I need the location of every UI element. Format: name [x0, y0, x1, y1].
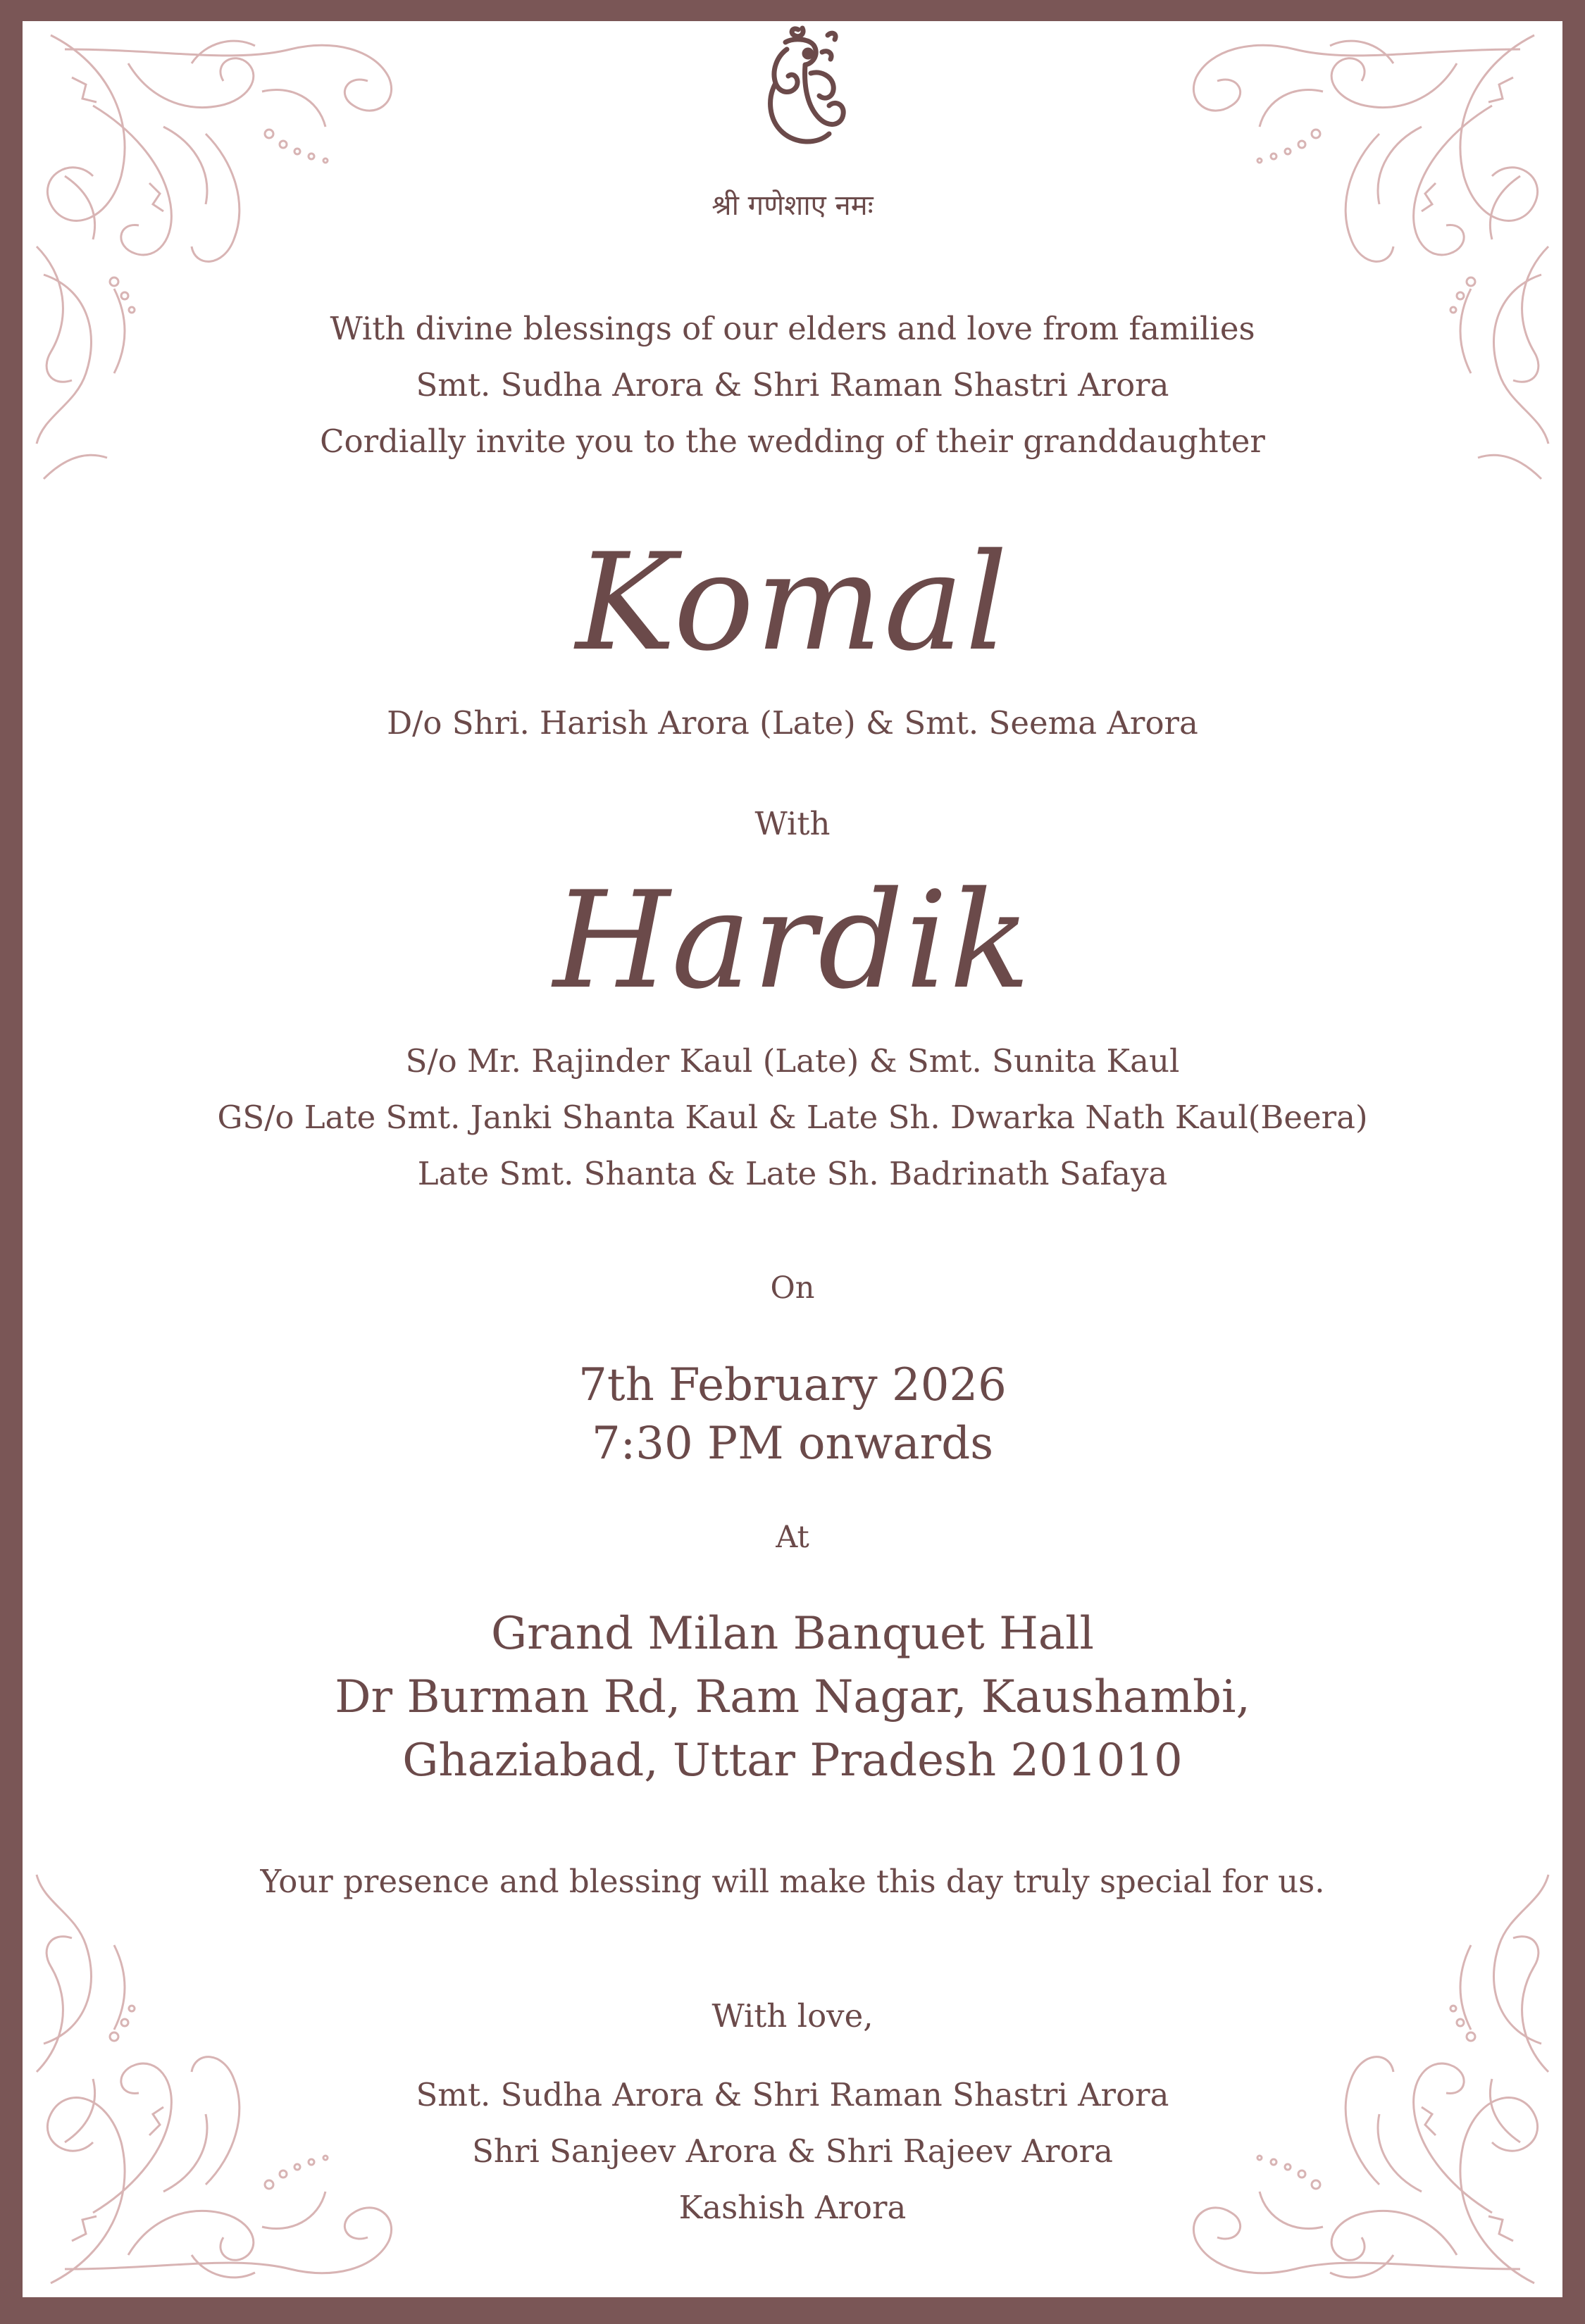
at-text: At	[776, 1520, 809, 1555]
family-line-1: Smt. Sudha Arora & Shri Raman Shastri Arora	[416, 2076, 1169, 2113]
ganesha-icon	[743, 21, 856, 162]
event-date: 7th February 2026	[578, 1359, 1007, 1411]
intro-line-1: With divine blessings of our elders and love from families	[330, 310, 1255, 347]
family-line-3: Kashish Arora	[678, 2189, 907, 2226]
invitation-card	[23, 21, 1562, 2297]
with-text: With	[754, 805, 831, 842]
groom-name: Hardik	[553, 863, 1032, 1018]
venue-line-2: Dr Burman Rd, Ram Nagar, Kaushambi,	[335, 1671, 1250, 1723]
venue-line-1: Grand Milan Banquet Hall	[490, 1608, 1095, 1660]
venue-line-3: Ghaziabad, Uttar Pradesh 201010	[402, 1735, 1183, 1787]
bride-parents: D/o Shri. Harish Arora (Late) & Smt. Seema Arora	[387, 704, 1198, 742]
on-text: On	[770, 1270, 815, 1306]
bride-name: Komal	[576, 525, 1009, 680]
groom-grandparents-1: GS/o Late Smt. Janki Shanta Kaul & Late Sh. Dwarka Nath Kaul(Beera)	[217, 1099, 1368, 1136]
shloka-text: श्री गणेशाए नमः	[711, 189, 874, 222]
presence-text: Your presence and blessing will make this day truly special for us.	[260, 1863, 1325, 1900]
groom-parents: S/o Mr. Rajinder Kaul (Late) & Smt. Sunita Kaul	[405, 1042, 1180, 1080]
invitation-content	[23, 21, 1562, 2297]
with-love-text: With love,	[711, 1997, 874, 2035]
groom-grandparents-2: Late Smt. Shanta & Late Sh. Badrinath Safaya	[417, 1155, 1168, 1192]
family-line-2: Shri Sanjeev Arora & Shri Rajeev Arora	[472, 2132, 1113, 2170]
intro-line-2: Smt. Sudha Arora & Shri Raman Shastri Arora	[416, 366, 1169, 404]
event-time: 7:30 PM onwards	[591, 1418, 994, 1470]
intro-line-3: Cordially invite you to the wedding of their granddaughter	[320, 423, 1265, 460]
